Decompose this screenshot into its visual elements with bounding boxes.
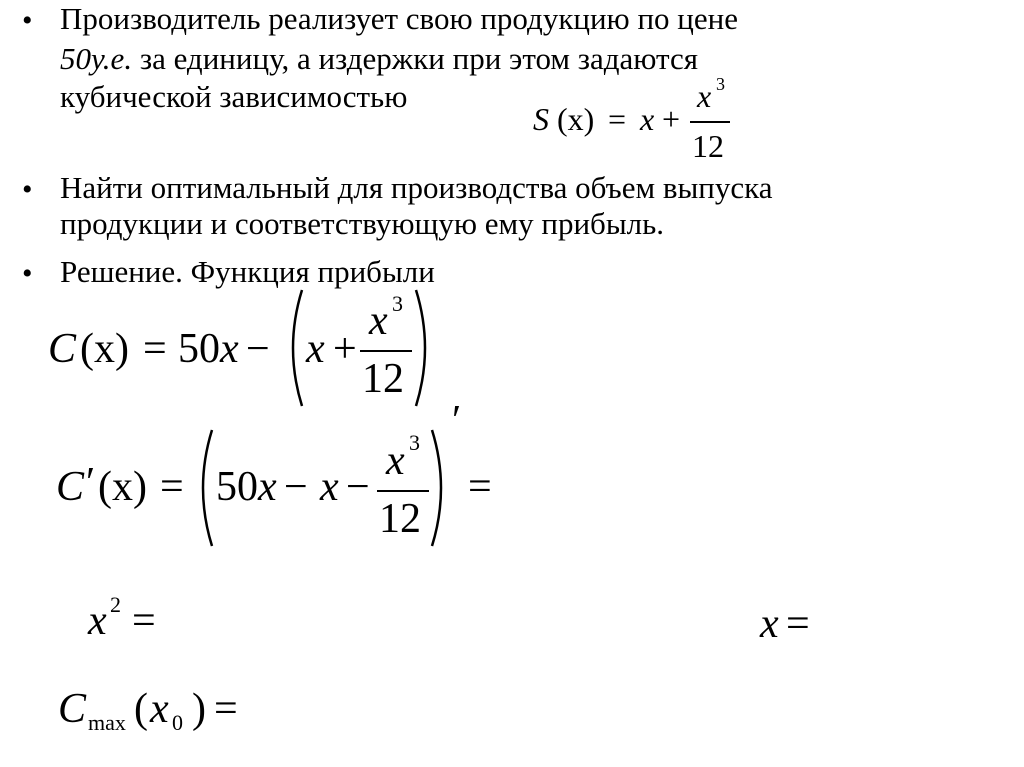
cost-den: 12 xyxy=(692,128,724,164)
bullet-2-line-2: продукции и соответствующую ему прибыль. xyxy=(60,206,665,241)
profit-num-exp: 3 xyxy=(392,291,403,316)
xval-var: x xyxy=(760,601,779,647)
cost-eq: = xyxy=(608,101,627,137)
price-unit: у.е. xyxy=(91,41,133,76)
xsq-var: x xyxy=(88,598,107,644)
bullet-2-line-1: Найти оптимальный для производства объем выпуска xyxy=(60,170,773,205)
bullet-3-line-1: Решение. Функция прибыли xyxy=(60,254,435,289)
cost-lhs-arg-text: (x) xyxy=(557,101,595,137)
profit-plus: + xyxy=(333,326,357,372)
deriv-var: x xyxy=(258,464,277,510)
deriv-den: 12 xyxy=(379,496,421,542)
profit-left-paren xyxy=(282,288,306,408)
profit-den: 12 xyxy=(362,356,404,402)
bullet-marker-1: • xyxy=(22,4,33,37)
deriv-left-paren xyxy=(192,428,216,548)
cost-num: x xyxy=(697,78,712,114)
deriv-num-exp: 3 xyxy=(409,430,420,455)
profit-coef: 50 xyxy=(178,326,220,372)
bullet-1-line-3: кубической зависимостью xyxy=(60,79,408,114)
profit-lhs-arg: (x) xyxy=(80,326,129,372)
deriv-minus-1: − xyxy=(284,464,308,510)
deriv-fraction-bar xyxy=(377,490,429,492)
deriv-lhs-arg: (x) xyxy=(98,464,147,510)
deriv-num: x xyxy=(386,438,405,484)
profit-minus: − xyxy=(246,326,270,372)
deriv-lhs-prime: ′ xyxy=(86,460,96,506)
profit-right-paren xyxy=(412,288,436,408)
cost-term1: x xyxy=(640,101,655,137)
deriv-coef: 50 xyxy=(216,464,258,510)
profit-fraction-bar xyxy=(360,350,412,352)
cmax-fn: C xyxy=(58,686,87,732)
bullet-1-line-2 xyxy=(60,42,698,75)
deriv-lhs-fn: C xyxy=(56,464,85,510)
deriv-inner-x: x xyxy=(320,464,339,510)
cost-num-exp: 3 xyxy=(716,74,725,94)
deriv-trail-eq: = xyxy=(468,464,492,510)
cmax-sub: max xyxy=(88,710,126,735)
xsq-exp: 2 xyxy=(110,592,121,617)
cost-lhs-arg xyxy=(557,103,594,135)
cmax-var: x xyxy=(150,686,169,732)
price-value: 50 xyxy=(60,41,91,76)
bullet-1-line-1: Производитель реализует свою продукцию по цене xyxy=(60,1,739,36)
cmax-eq: = xyxy=(214,686,238,732)
cost-lhs-fn: S xyxy=(533,101,549,137)
cost-plus: + xyxy=(662,101,681,137)
cmax-open: ( xyxy=(134,686,148,732)
cost-fraction-bar xyxy=(690,121,730,123)
profit-eq: = xyxy=(143,326,167,372)
profit-num: x xyxy=(369,298,388,344)
profit-inner-x: x xyxy=(306,326,325,372)
profit-var: x xyxy=(220,326,239,372)
xval-eq: = xyxy=(786,601,810,647)
deriv-minus-2: − xyxy=(346,464,370,510)
deriv-eq: = xyxy=(160,464,184,510)
bullet-1-line-2-rest: за единицу, а издержки при этом задаются xyxy=(139,41,698,76)
cmax-close: ) xyxy=(192,686,206,732)
xsq-eq: = xyxy=(132,598,156,644)
deriv-outer-prime: ′ xyxy=(452,398,462,444)
bullet-marker-3: • xyxy=(22,257,33,290)
profit-lhs-fn: C xyxy=(48,326,77,372)
bullet-marker-2: • xyxy=(22,173,33,206)
cmax-var-sub: 0 xyxy=(172,710,183,735)
deriv-right-paren xyxy=(428,428,452,548)
